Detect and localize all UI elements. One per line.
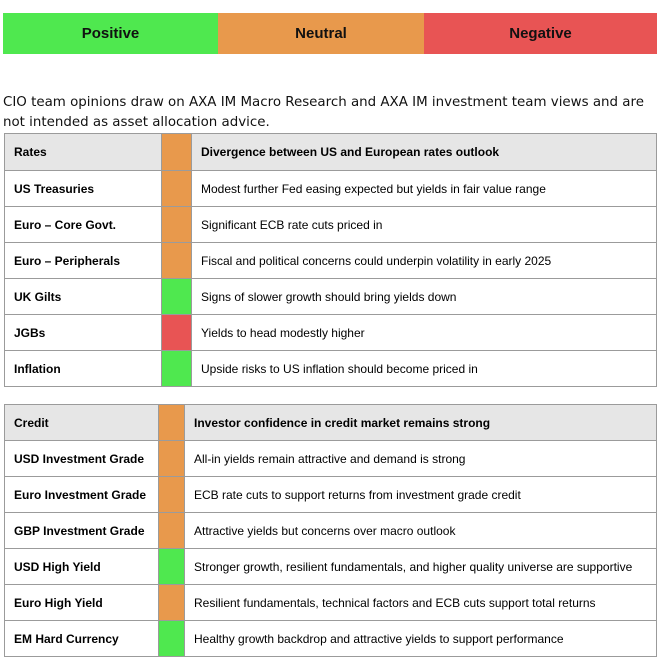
asset-class-label: GBP Investment Grade [5,513,159,549]
view-indicator-neutral [159,477,185,513]
view-description: ECB rate cuts to support returns from investment grade credit [185,477,657,513]
legend-positive: Positive [3,13,218,54]
credit-section-summary: Investor confidence in credit market remains strong [185,405,657,441]
rates-section-title: Rates [5,134,162,171]
asset-class-label: Euro – Peripherals [5,243,162,279]
rates-section-summary: Divergence between US and European rates outlook [192,134,657,171]
table-row [5,243,657,279]
view-description: Resilient fundamentals, technical factors and ECB cuts support total returns [185,585,657,621]
table-row [5,621,657,657]
view-indicator-positive [162,279,192,315]
view-indicator-neutral [162,134,192,171]
view-indicator-neutral [159,441,185,477]
asset-class-label: USD High Yield [5,549,159,585]
view-legend [3,13,657,54]
view-indicator-neutral [162,243,192,279]
credit-header-row [5,405,657,441]
asset-class-label: UK Gilts [5,279,162,315]
asset-class-label: EM Hard Currency [5,621,159,657]
view-indicator-negative [162,315,192,351]
table-row [5,171,657,207]
view-indicator-neutral [159,585,185,621]
view-description: Upside risks to US inflation should become priced in [192,351,657,387]
asset-class-label: JGBs [5,315,162,351]
view-indicator-positive [159,549,185,585]
view-description: All-in yields remain attractive and demand is strong [185,441,657,477]
table-row [5,549,657,585]
table-row [5,513,657,549]
rates-table [4,133,657,387]
asset-class-label: USD Investment Grade [5,441,159,477]
view-indicator-positive [162,351,192,387]
credit-section-title: Credit [5,405,159,441]
view-indicator-neutral [159,513,185,549]
asset-class-label: Euro Investment Grade [5,477,159,513]
asset-class-label: Euro – Core Govt. [5,207,162,243]
view-description: Signs of slower growth should bring yields down [192,279,657,315]
view-indicator-neutral [162,207,192,243]
view-description: Modest further Fed easing expected but yields in fair value range [192,171,657,207]
view-description: Fiscal and political concerns could underpin volatility in early 2025 [192,243,657,279]
credit-table [4,404,657,657]
table-row [5,315,657,351]
asset-class-label: Inflation [5,351,162,387]
table-row [5,585,657,621]
view-description: Significant ECB rate cuts priced in [192,207,657,243]
view-description: Yields to head modestly higher [192,315,657,351]
table-row [5,477,657,513]
rates-header-row [5,134,657,171]
legend-neutral: Neutral [218,13,424,54]
view-indicator-positive [159,621,185,657]
legend-negative: Negative [424,13,657,54]
view-description: Attractive yields but concerns over macro outlook [185,513,657,549]
table-row [5,351,657,387]
asset-class-label: US Treasuries [5,171,162,207]
disclaimer-note: CIO team opinions draw on AXA IM Macro Research and AXA IM investment team views and are not intended as asset allocation advice. [3,95,644,130]
table-row [5,207,657,243]
table-row [5,279,657,315]
asset-class-label: Euro High Yield [5,585,159,621]
view-description: Healthy growth backdrop and attractive yields to support performance [185,621,657,657]
view-indicator-neutral [162,171,192,207]
view-description: Stronger growth, resilient fundamentals, and higher quality universe are supportive [185,549,657,585]
table-row [5,441,657,477]
view-indicator-neutral [159,405,185,441]
